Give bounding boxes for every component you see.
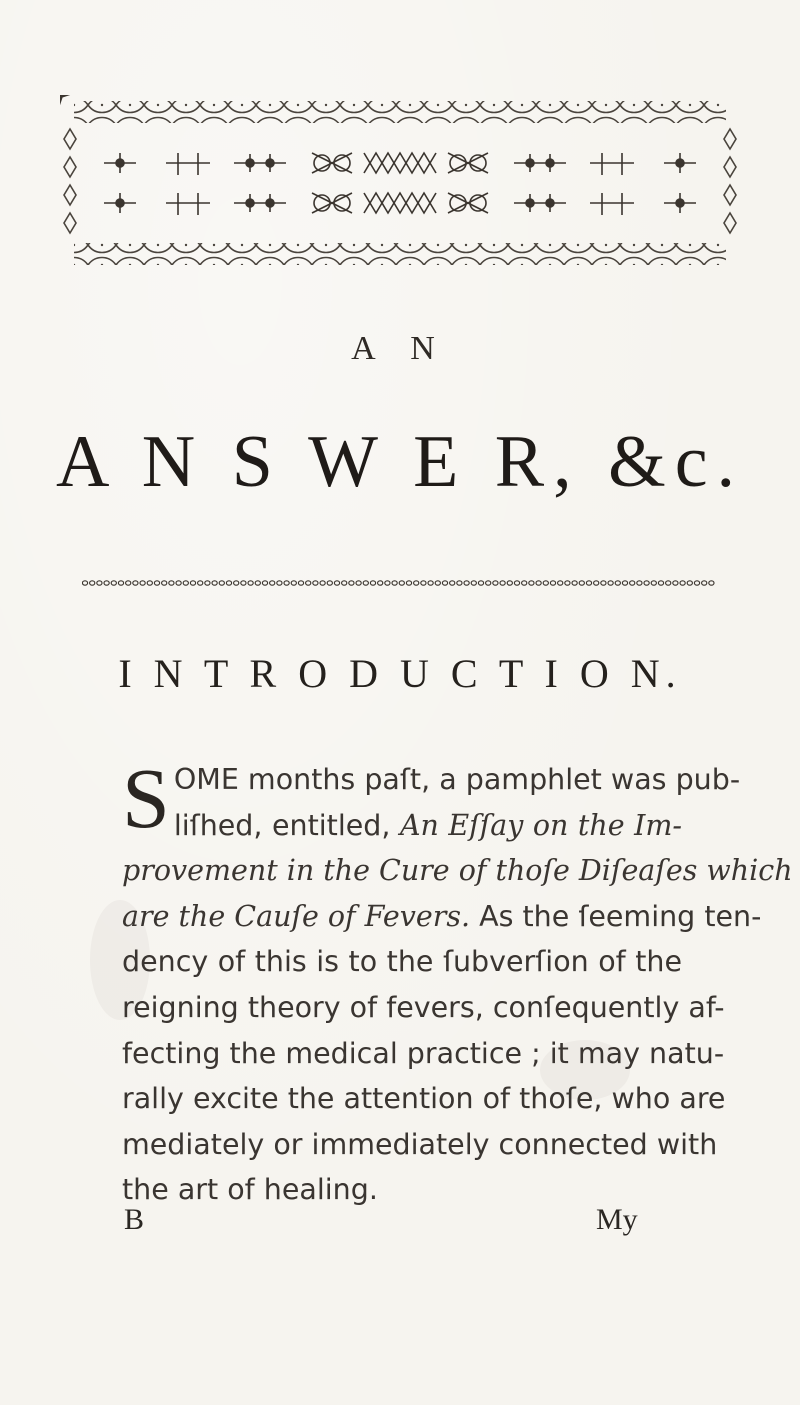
- rule-dot: [205, 581, 210, 585]
- paragraph: [122, 750, 793, 1213]
- rule-dot: [334, 581, 339, 585]
- rule-dot: [162, 581, 167, 585]
- text-run: liſhed, entitled,: [173, 808, 400, 842]
- rule-dot: [565, 581, 570, 585]
- drop-cap: S: [122, 750, 170, 846]
- rule-dot: [622, 581, 627, 585]
- rule-dot: [637, 581, 642, 585]
- rule-dot: [500, 581, 505, 585]
- text-line: [122, 1122, 718, 1168]
- rule-dot: [183, 581, 188, 585]
- text-line: [122, 939, 682, 985]
- text-run: rally excite the attention of thoſe, who are: [122, 1082, 726, 1116]
- rule-dot: [687, 581, 692, 585]
- rule-dot: [90, 581, 95, 585]
- rule-dot: [212, 581, 217, 585]
- rule-dot: [363, 581, 368, 585]
- rule-dot: [198, 581, 203, 585]
- text-run: mediately or immediately connected with: [122, 1127, 718, 1161]
- rule-dot: [442, 581, 447, 585]
- rule-dot: [226, 581, 231, 585]
- rule-dot: [392, 581, 397, 585]
- rule-dot: [270, 581, 275, 585]
- rule-dot: [586, 581, 591, 585]
- rule-dot: [579, 581, 584, 585]
- rule-dot: [320, 581, 325, 585]
- rule-dot: [594, 581, 599, 585]
- rule-dot: [435, 581, 440, 585]
- rule-dot: [666, 581, 671, 585]
- rule-dot: [644, 581, 649, 585]
- rule-dot: [169, 581, 174, 585]
- rule-dot: [651, 581, 656, 585]
- rule-dot: [709, 581, 714, 585]
- rule-dot: [370, 581, 375, 585]
- rule-dot: [601, 581, 606, 585]
- rule-dot: [306, 581, 311, 585]
- rule-dot: [327, 581, 332, 585]
- rule-dot: [126, 581, 131, 585]
- rule-dot: [255, 581, 260, 585]
- rule-dot: [702, 581, 707, 585]
- rule-dot: [615, 581, 620, 585]
- rule-dot: [457, 581, 462, 585]
- rule-dot: [190, 581, 195, 585]
- rule-dot: [572, 581, 577, 585]
- rule-dot: [694, 581, 699, 585]
- text-line: [122, 848, 793, 894]
- rule-dot: [140, 581, 145, 585]
- rule-dot: [176, 581, 181, 585]
- rule-dot: [450, 581, 455, 585]
- rule-dot: [478, 581, 483, 585]
- rule-dot: [658, 581, 663, 585]
- ornamental-headpiece: [60, 95, 740, 270]
- rule-dot: [464, 581, 469, 585]
- rule-dot: [486, 581, 491, 585]
- italic-text: provement in the Cure of thoſe Diſeaſes which: [122, 854, 793, 888]
- text-run: the art of healing.: [122, 1173, 378, 1207]
- text-line: [122, 757, 741, 803]
- rule-dot: [399, 581, 404, 585]
- rule-dot: [507, 581, 512, 585]
- rule-dot: [378, 581, 383, 585]
- rule-dot: [543, 581, 548, 585]
- rule-dot: [356, 581, 361, 585]
- text-run: reigning theory of fevers, conſequently af-: [122, 990, 725, 1024]
- rule-dot: [550, 581, 555, 585]
- rule-dot: [154, 581, 159, 585]
- headpiece-ornament-icon: [60, 95, 740, 270]
- text-run: fecting the medical practice ; it may natu-: [122, 1036, 725, 1070]
- rule-dot: [241, 581, 246, 585]
- rule-dot: [118, 581, 123, 585]
- dotted-rule-icon: [82, 578, 718, 588]
- rule-dot: [291, 581, 296, 585]
- text-run: OME months paſt, a pamphlet was pub-: [173, 763, 741, 796]
- rule-dot: [608, 581, 613, 585]
- dotted-rule: [82, 573, 718, 583]
- rule-dot: [234, 581, 239, 585]
- rule-dot: [219, 581, 224, 585]
- pre-title: A N: [351, 330, 449, 367]
- rule-dot: [147, 581, 152, 585]
- rule-dot: [673, 581, 678, 585]
- rule-dot: [514, 581, 519, 585]
- rule-dot: [471, 581, 476, 585]
- page-title: A N S W E R, &c.: [55, 421, 745, 503]
- text-line: [122, 894, 762, 940]
- rule-dot: [406, 581, 411, 585]
- rule-dot: [298, 581, 303, 585]
- italic-text: are the Cauſe of Fevers.: [122, 899, 471, 933]
- rule-dot: [277, 581, 282, 585]
- rule-dot: [262, 581, 267, 585]
- rule-dot: [342, 581, 347, 585]
- rule-dot: [385, 581, 390, 585]
- italic-text: An Eſſay on the Im-: [399, 808, 682, 842]
- rule-dot: [97, 581, 102, 585]
- rule-dot: [680, 581, 685, 585]
- text-run: As the ſeeming ten-: [470, 899, 762, 933]
- paragraph-lines: [122, 750, 793, 1213]
- signature-mark: B: [124, 1203, 145, 1236]
- rule-dot: [421, 581, 426, 585]
- text-line: [122, 1031, 725, 1077]
- text-line: [122, 985, 725, 1031]
- rule-dot: [493, 581, 498, 585]
- rule-dot: [522, 581, 527, 585]
- rule-dot: [558, 581, 563, 585]
- rule-dot: [111, 581, 116, 585]
- rule-dot: [428, 581, 433, 585]
- catchword: My: [596, 1203, 638, 1236]
- rule-dot: [630, 581, 635, 585]
- text-line: [122, 803, 682, 849]
- rule-dot: [82, 581, 87, 585]
- rule-dot: [313, 581, 318, 585]
- text-line: [122, 1076, 726, 1122]
- rule-dot: [133, 581, 138, 585]
- text-run: dency of this is to the ſubverſion of the: [122, 945, 682, 979]
- rule-dot: [349, 581, 354, 585]
- rule-dot: [248, 581, 253, 585]
- rule-dot: [414, 581, 419, 585]
- rule-dot: [284, 581, 289, 585]
- section-heading: I N T R O D U C T I O N.: [118, 651, 682, 696]
- rule-dot: [529, 581, 534, 585]
- rule-dot: [104, 581, 109, 585]
- rule-dot: [536, 581, 541, 585]
